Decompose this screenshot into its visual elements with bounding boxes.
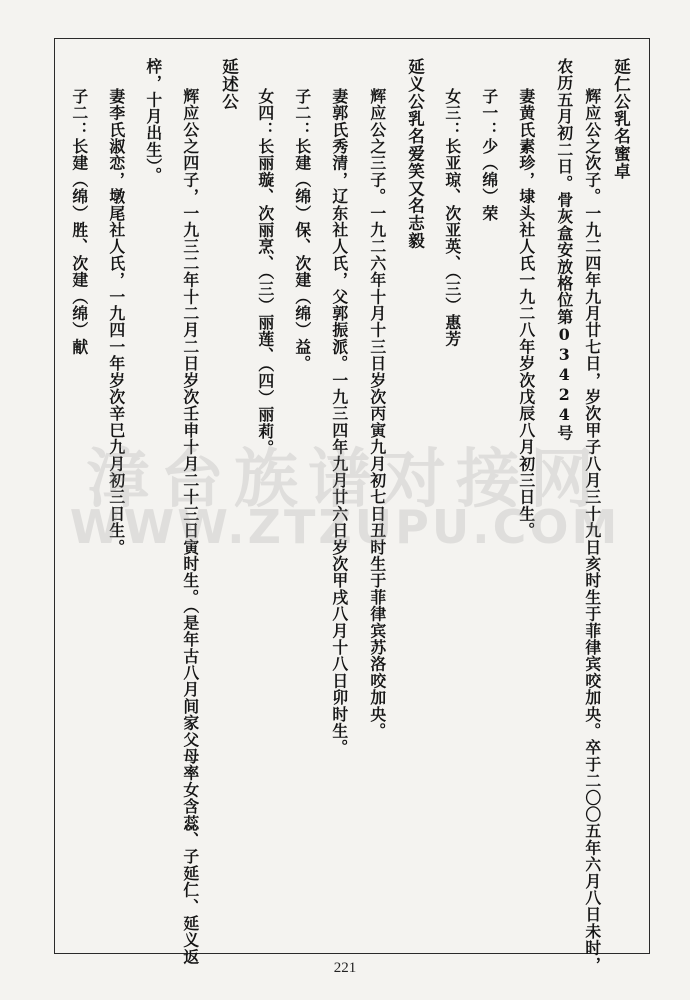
text-column: 子二：长建（绵）胜、次建（绵）献 [69,88,89,356]
text-column: 妻郭氏秀清，辽东社人氏，父郭振派。一九三四年九月廿六日岁次甲戌八月十八日卯时生。 [329,88,349,756]
text-column: 子二：长建（绵）保、次建（绵）益。 [292,88,312,372]
text-column: 辉应公之三子。一九二六年十月十三日岁次丙寅九月初七日丑时生于菲律宾苏洛咬加央。 [367,88,387,740]
text-column: 辉应公之次子。一九二四年九月廿七日，岁次甲子八月三十九日亥时生于菲律宾咬加央。卒于二〇〇五年六月八日未时， [582,88,602,974]
heading-yanyi: 延义公乳名爱笑又名志毅 [405,58,425,250]
text-column: 女四：长丽璇、次丽烹、（三）丽莲、（四）丽莉。 [255,88,275,457]
heading-yanshu: 延述公 [219,58,239,111]
watermark-url: WWW.ZTZUPU.COM [69,500,621,554]
watermark-chinese: 漳台族谱对接网 [86,443,604,517]
page-number: 221 [333,960,357,976]
text-column: 农历五月初二日。骨灰盒安放格位第03424号 [554,58,574,442]
text-column: 妻李氏淑恋，墩尾社人氏，一九四一年岁次辛巳九月初三日生。 [106,88,126,556]
text-column: 梓，十月出生）。 [143,58,163,184]
text-column: 妻黄氏素珍，埭头社人氏一九二八年岁次戊辰八月初三日生。 [516,88,536,539]
text-column: 子一：少（绵）荣 [479,88,499,222]
text-column: 女三：长亚琼、次亚英、（三）惠芳 [442,88,462,348]
heading-yanren: 延仁公乳名蜜卓 [611,58,631,180]
text-column: 辉应公之四子，一九三二年十二月二日岁次壬申十月二十三日寅时生。（是年古八月间家父母率女含蕊、子延仁、延义返 [180,88,200,966]
